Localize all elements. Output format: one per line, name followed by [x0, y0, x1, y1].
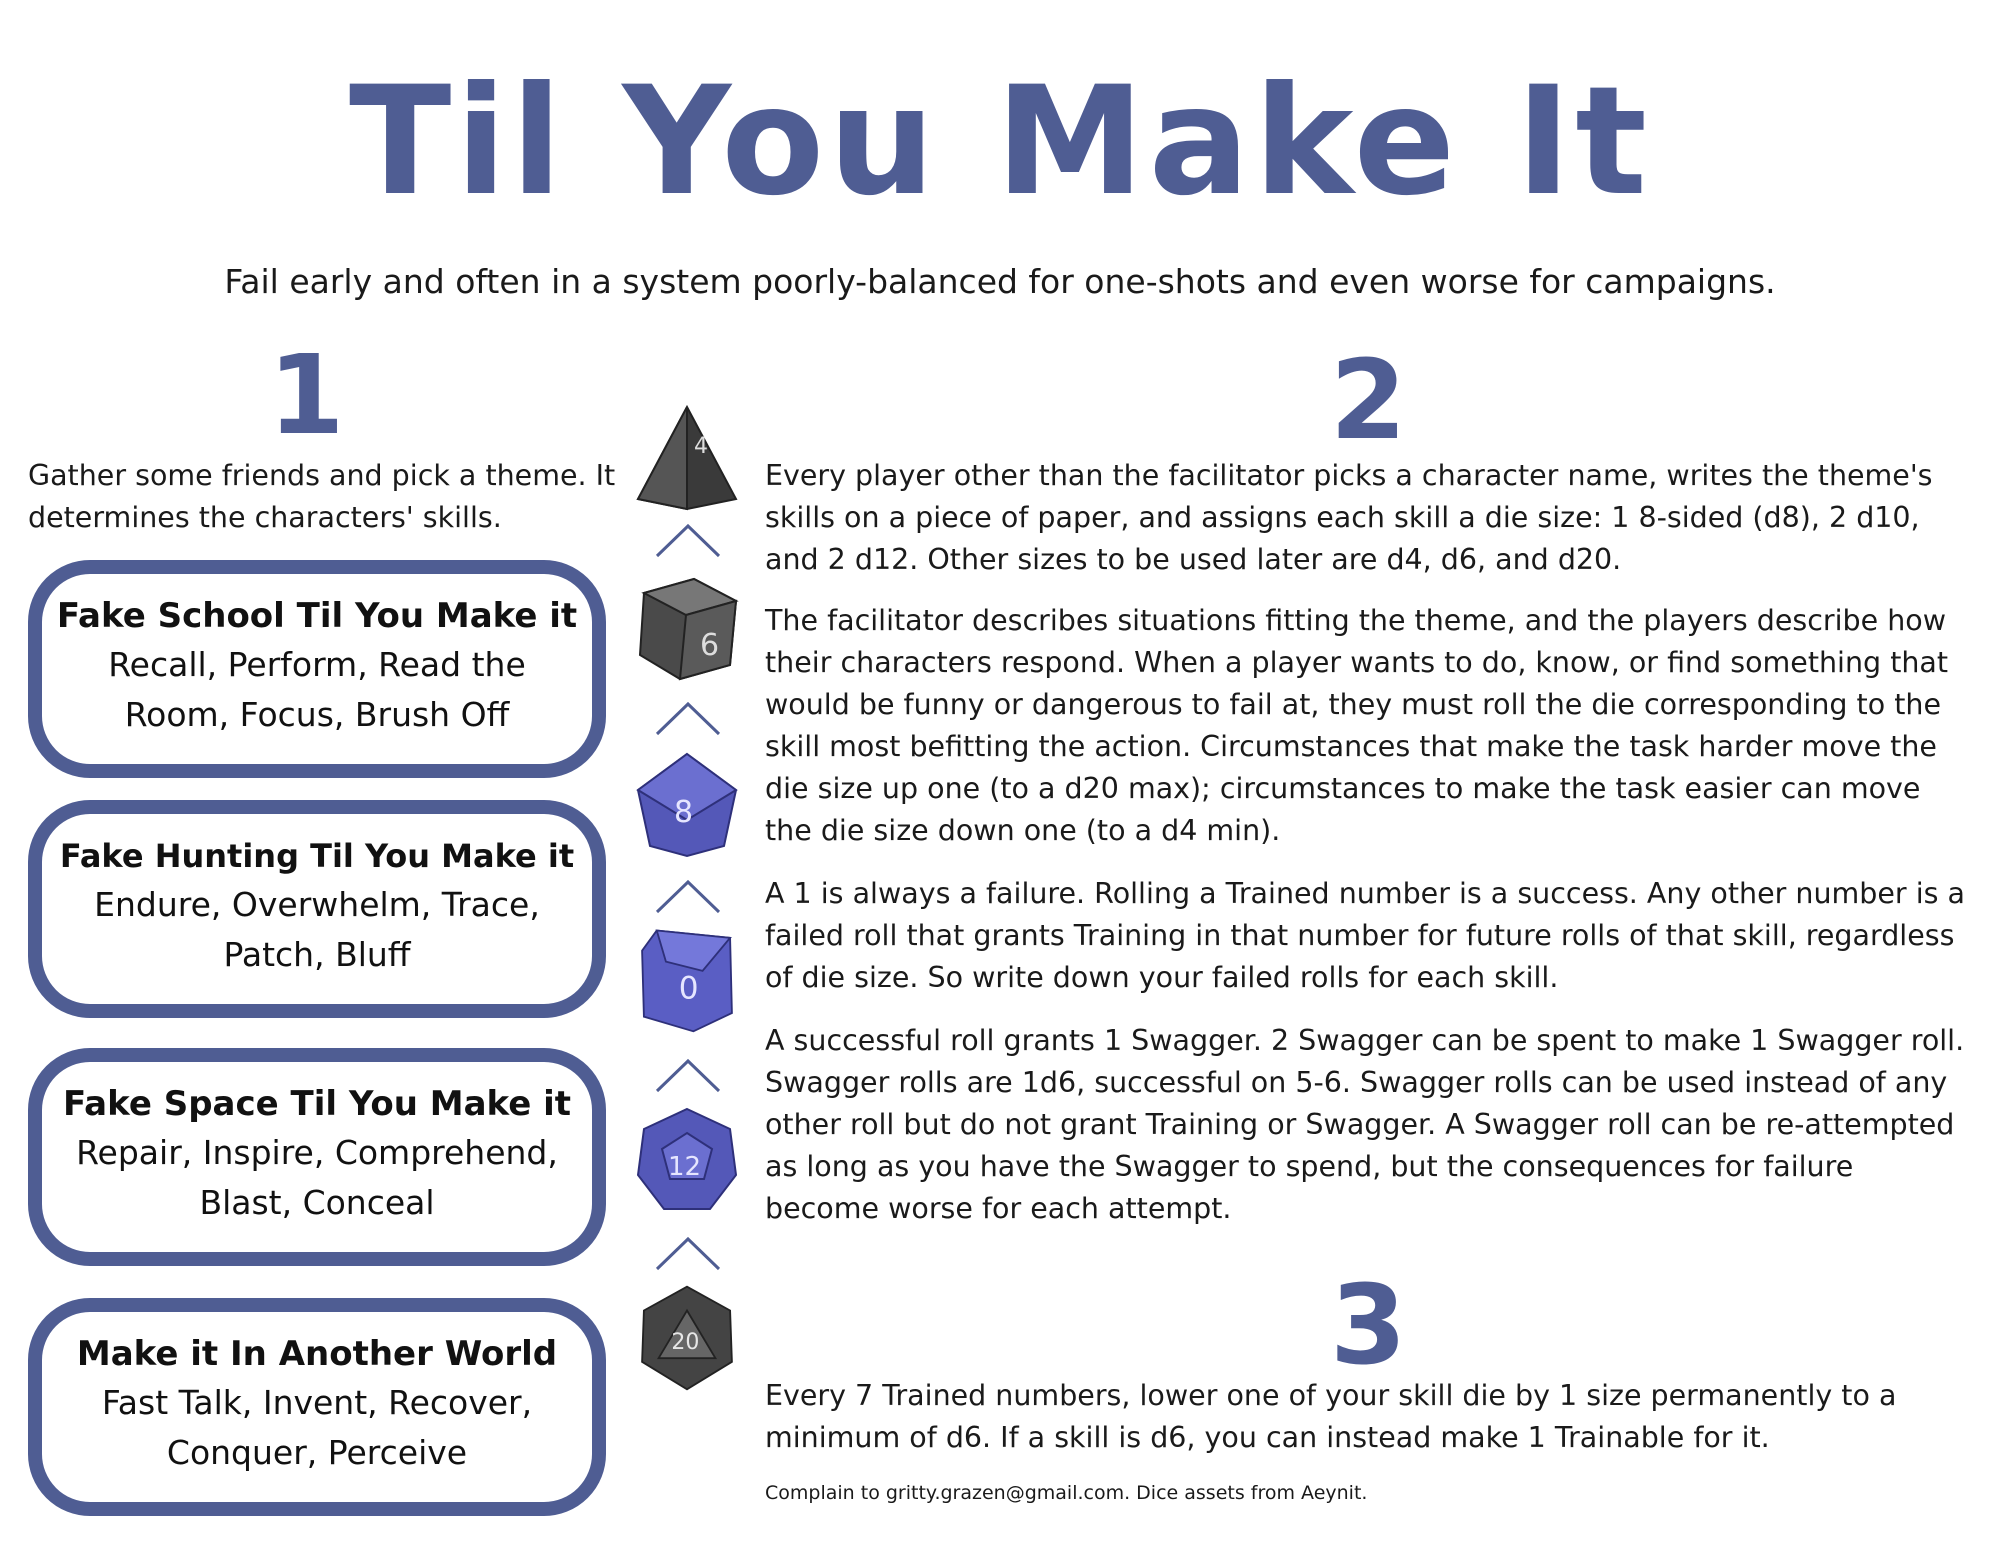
- chevron-up-icon: [655, 878, 721, 914]
- theme-title: Make it In Another World: [76, 1334, 558, 1374]
- d6-label: 6: [700, 628, 720, 663]
- d4-die-icon: [634, 403, 740, 513]
- step-1-text: Gather some friends and pick a theme. It determines the characters' skills.: [28, 459, 616, 534]
- theme-title: Fake Space Til You Make it: [62, 1084, 572, 1124]
- step-2-paragraph: The facilitator describes situations fitting the theme, and the players describe how their characters respond. When a player wants to do, know, or find something that would be funny or dangerous to fail at, they must roll the die corresponding to the skill most befitting the action. Circumstances that make the task harder move the die size up one (to a d20 max); circumstances to make the task easier can move the die size down one (to a d4 min).: [765, 604, 1949, 847]
- theme-skills: Endure, Overwhelm, Trace, Patch, Bluff: [94, 885, 540, 974]
- theme-skills: Fast Talk, Invent, Recover, Conquer, Perceive: [101, 1383, 533, 1472]
- step-2-paragraph: Every player other than the facilitator picks a character name, writes the theme's skills on a piece of paper, and assigns each skill a die size: 1 8-sided (d8), 2 d10, and 2 d12. Other sizes to be used later are d4, d6, and d20.: [765, 459, 1933, 576]
- footer-credits: Complain to gritty.grazen@gmail.com. Dice assets from Aeynit.: [765, 1482, 1368, 1504]
- d12-label: 12: [668, 1152, 702, 1182]
- d8-label: 8: [674, 795, 694, 830]
- d12-die-icon: [634, 1105, 740, 1215]
- page-subtitle: Fail early and often in a system poorly-balanced for one-shots and even worse for campaigns.: [224, 262, 1776, 301]
- theme-title: Fake Hunting Til You Make it: [59, 837, 575, 875]
- step-3-text: Every 7 Trained numbers, lower one of your skill die by 1 size permanently to a minimum of d6. If a skill is d6, you can instead make 1 Trainable for it.: [765, 1379, 1897, 1454]
- page-title: Til You Make It: [349, 55, 1651, 229]
- d4-label: 4: [694, 434, 708, 459]
- theme-card-space: [28, 1048, 606, 1266]
- chevron-up-icon: [655, 700, 721, 736]
- theme-card-school: [28, 560, 606, 778]
- chevron-up-icon: [655, 1057, 721, 1093]
- step-2-number: 2: [1330, 336, 1407, 464]
- d20-die-icon: [634, 1283, 740, 1393]
- d20-label: 20: [671, 1330, 700, 1355]
- d6-die-icon: [634, 573, 740, 683]
- chevron-up-icon: [655, 522, 721, 558]
- theme-card-another-world: [28, 1298, 606, 1516]
- step-2-paragraph: A successful roll grants 1 Swagger. 2 Swagger can be spent to make 1 Swagger roll. Swagger rolls are 1d6, successful on 5-6. Swagger rolls can be used instead of any other roll but do not grant Training or Swagger. A Swagger roll can be re-attempted as long as you have the Swagger to spend, but the consequences for failure become worse for each attempt.: [765, 1024, 1965, 1225]
- step-3-number: 3: [1330, 1261, 1407, 1389]
- chevron-up-icon: [655, 1235, 721, 1271]
- d8-die-icon: [634, 750, 740, 860]
- theme-skills: Recall, Perform, Read the Room, Focus, Brush Off: [108, 645, 526, 734]
- theme-skills: Repair, Inspire, Comprehend, Blast, Conceal: [76, 1133, 558, 1222]
- theme-card-hunting: [28, 800, 606, 1018]
- theme-title: Fake School Til You Make it: [56, 596, 578, 636]
- d10-label: 0: [678, 970, 699, 1007]
- step-2-paragraph: A 1 is always a failure. Rolling a Trained number is a success. Any other number is a failed roll that grants Training in that number for future rolls of that skill, regardless of die size. So write down your failed rolls for each skill.: [765, 877, 1965, 994]
- d10-die-icon: [634, 925, 740, 1035]
- step-1-number: 1: [268, 331, 345, 459]
